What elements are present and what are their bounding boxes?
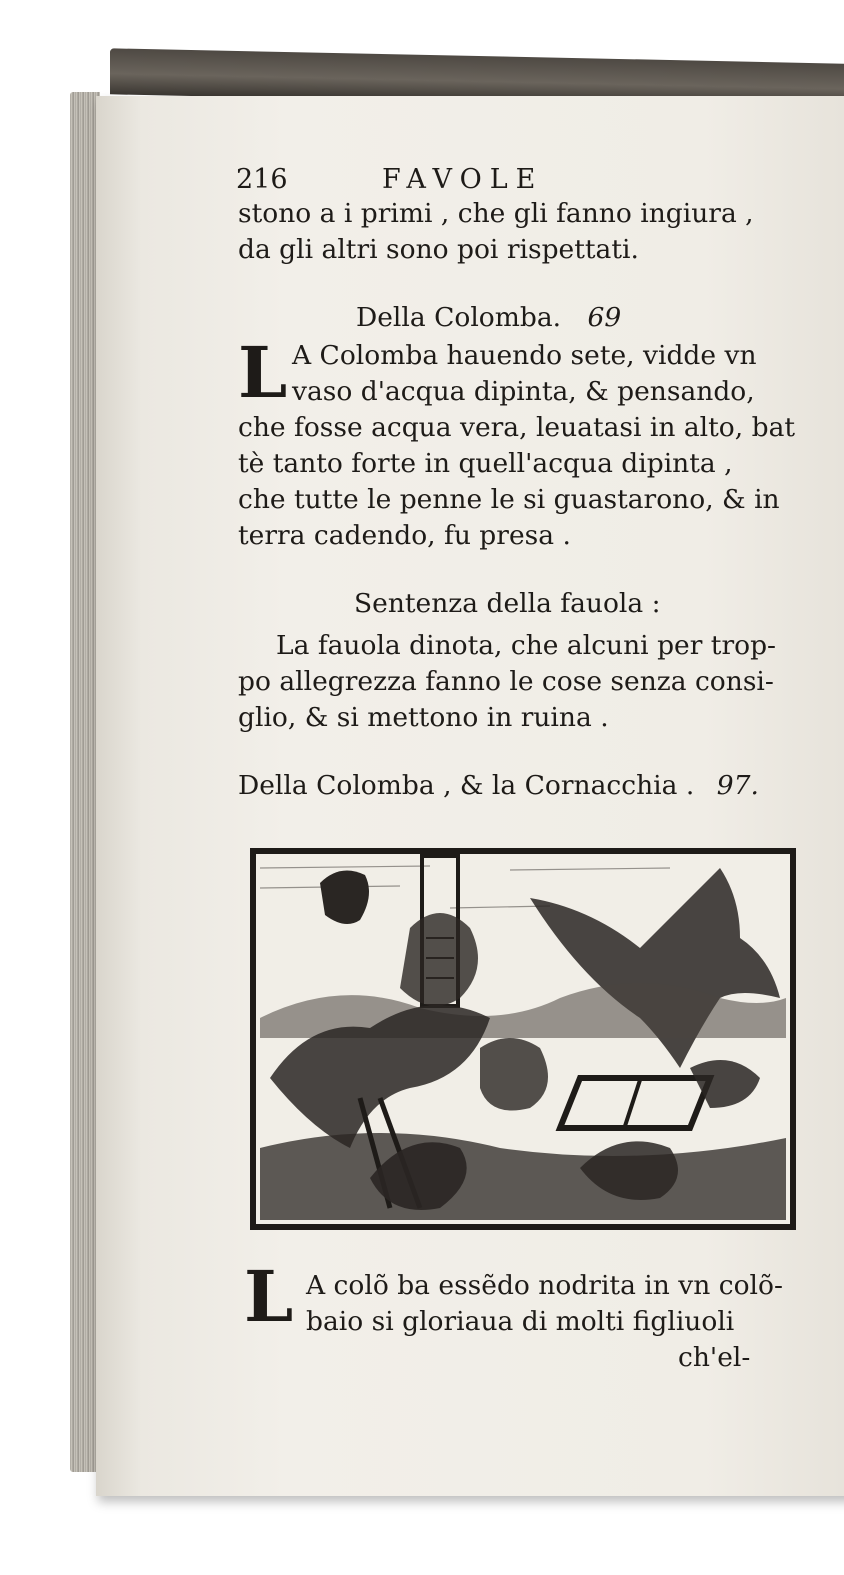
fable-title: Della Colomba.: [356, 302, 562, 333]
moral-line: po allegrezza fanno le cose senza consi-: [238, 666, 774, 697]
fable-number: 69: [587, 302, 622, 333]
moral-line: glio, & si mettono in ruina .: [238, 702, 609, 733]
catchword: ch'el-: [678, 1342, 751, 1373]
fable-line: A colõ ba essẽdo nodrita in vn colõ-: [306, 1270, 783, 1301]
fable-line: baio si gloriaua di molti figliuoli: [306, 1306, 735, 1337]
intro-line: stono a i primi , che gli fanno ingiura ,: [238, 198, 754, 229]
drop-cap: L: [244, 1255, 294, 1338]
fable-title: Della Colomba , & la Cornacchia .: [238, 770, 695, 801]
fable-number: 97.: [716, 770, 759, 801]
page-number: 216: [236, 164, 288, 195]
intro-line: da gli altri sono poi rispettati.: [238, 234, 639, 265]
fable-97-heading: [238, 770, 759, 801]
fable-line: terra cadendo, fu presa .: [238, 520, 571, 551]
fable-line: che tutte le penne le si guastarono, & in: [238, 484, 780, 515]
moral-line: La fauola dinota, che alcuni per trop-: [276, 630, 776, 661]
moral-heading: Sentenza della fauola :: [354, 588, 661, 619]
drop-cap: L: [238, 331, 288, 414]
fable-line: vaso d'acqua dipinta, & pensando,: [292, 376, 755, 407]
fable-line: A Colomba hauendo sete, vidde vn: [292, 340, 757, 371]
woodcut-illustration: [250, 848, 796, 1230]
fable-69-heading: [356, 302, 621, 333]
fable-line: tè tanto forte in quell'acqua dipinta ,: [238, 448, 733, 479]
fable-line: che fosse acqua vera, leuatasi in alto, bat: [238, 412, 796, 443]
running-title: FAVOLE: [382, 164, 544, 195]
